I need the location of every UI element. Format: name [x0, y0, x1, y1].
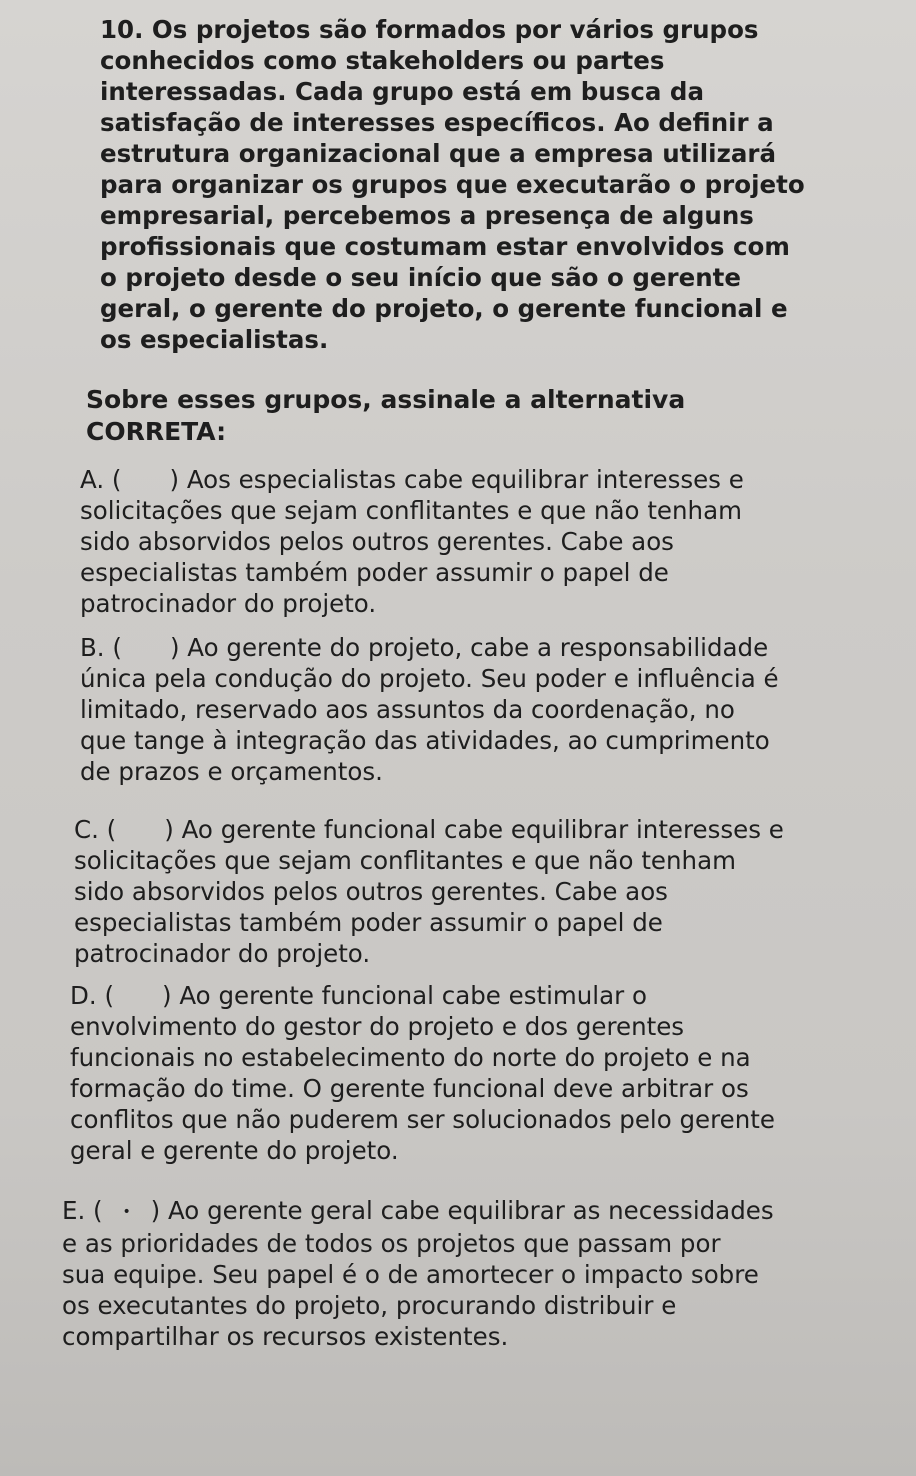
question-line: estrutura organizacional que a empresa utilizará	[100, 139, 776, 168]
option-e-line: compartilhar os recursos existentes.	[62, 1321, 509, 1351]
option-c[interactable]	[74, 814, 884, 969]
question-line: profissionais que costumam estar envolvidos com	[100, 232, 790, 261]
option-c-first-line	[74, 814, 884, 845]
option-b-line: de prazos e orçamentos.	[80, 757, 383, 786]
option-d-letter: D. (	[70, 981, 114, 1010]
question-line: para organizar os grupos que executarão o projeto	[100, 170, 805, 199]
option-d-first-line	[70, 980, 880, 1011]
option-d[interactable]	[70, 980, 880, 1166]
option-a-line: solicitações que sejam conflitantes e que não tenham	[80, 496, 742, 525]
option-c-line: patrocinador do projeto.	[74, 939, 371, 968]
option-c-line: sido absorvidos pelos outros gerentes. Cabe aos	[74, 877, 668, 906]
option-b-first-line	[80, 632, 890, 663]
question-text	[100, 14, 890, 355]
option-e-first-line	[62, 1195, 872, 1228]
option-c-line: solicitações que sejam conflitantes e que não tenham	[74, 846, 736, 875]
option-b-line: limitado, reservado aos assuntos da coordenação, no	[80, 695, 735, 724]
option-c-text-start: ) Ao gerente funcional cabe equilibrar interesses e	[164, 815, 784, 844]
option-c-letter: C. (	[74, 815, 117, 844]
option-e-checkbox[interactable]: •	[122, 1203, 131, 1220]
question-line: 10. Os projetos são formados por vários grupos	[100, 15, 759, 44]
option-a[interactable]	[80, 464, 890, 619]
option-a-line: sido absorvidos pelos outros gerentes. Cabe aos	[80, 527, 674, 556]
option-b-line: que tange à integração das atividades, ao cumprimento	[80, 726, 770, 755]
option-a-text-start: ) Aos especialistas cabe equilibrar interesses e	[169, 465, 744, 494]
question-line: empresarial, percebemos a presença de alguns	[100, 201, 754, 230]
option-d-text-start: ) Ao gerente funcional cabe estimular o	[162, 981, 647, 1010]
option-d-line: geral e gerente do projeto.	[70, 1136, 399, 1165]
option-e-text-start: ) Ao gerente geral cabe equilibrar as necessidades	[150, 1196, 774, 1225]
option-a-letter: A. (	[80, 465, 122, 494]
option-e-line: sua equipe. Seu papel é o de amortecer o impacto sobre	[62, 1259, 759, 1289]
question-line: o projeto desde o seu início que são o gerente	[100, 263, 741, 292]
option-b[interactable]	[80, 632, 890, 787]
option-d-line: formação do time. O gerente funcional deve arbitrar os	[70, 1074, 749, 1103]
instruction-line: Sobre esses grupos, assinale a alternativa	[86, 385, 686, 414]
option-a-line: especialistas também poder assumir o papel de	[80, 558, 669, 587]
option-d-line: envolvimento do gestor do projeto e dos gerentes	[70, 1012, 685, 1041]
option-d-line: funcionais no estabelecimento do norte do projeto e na	[70, 1043, 751, 1072]
option-b-text-start: ) Ao gerente do projeto, cabe a responsabilidade	[169, 633, 769, 662]
option-e[interactable]	[62, 1195, 872, 1352]
option-e-line: os executantes do projeto, procurando distribuir e	[62, 1290, 677, 1320]
question-line: interessadas. Cada grupo está em busca da	[100, 77, 704, 106]
option-a-first-line	[80, 464, 890, 495]
option-c-line: especialistas também poder assumir o papel de	[74, 908, 663, 937]
option-e-line: e as prioridades de todos os projetos que passam por	[62, 1228, 721, 1258]
option-b-line: única pela condução do projeto. Seu poder e influência é	[80, 664, 779, 693]
question-line: satisfação de interesses específicos. Ao definir a	[100, 108, 774, 137]
option-d-line: conflitos que não puderem ser solucionados pelo gerente	[70, 1105, 775, 1134]
instruction-text	[86, 384, 816, 447]
option-a-line: patrocinador do projeto.	[80, 589, 377, 618]
option-b-letter: B. (	[80, 633, 122, 662]
question-line: conhecidos como stakeholders ou partes	[100, 46, 665, 75]
question-line: os especialistas.	[100, 325, 329, 354]
question-line: geral, o gerente do projeto, o gerente funcional e	[100, 294, 788, 323]
option-e-letter: E. (	[62, 1196, 103, 1225]
instruction-line: CORRETA:	[86, 416, 227, 446]
